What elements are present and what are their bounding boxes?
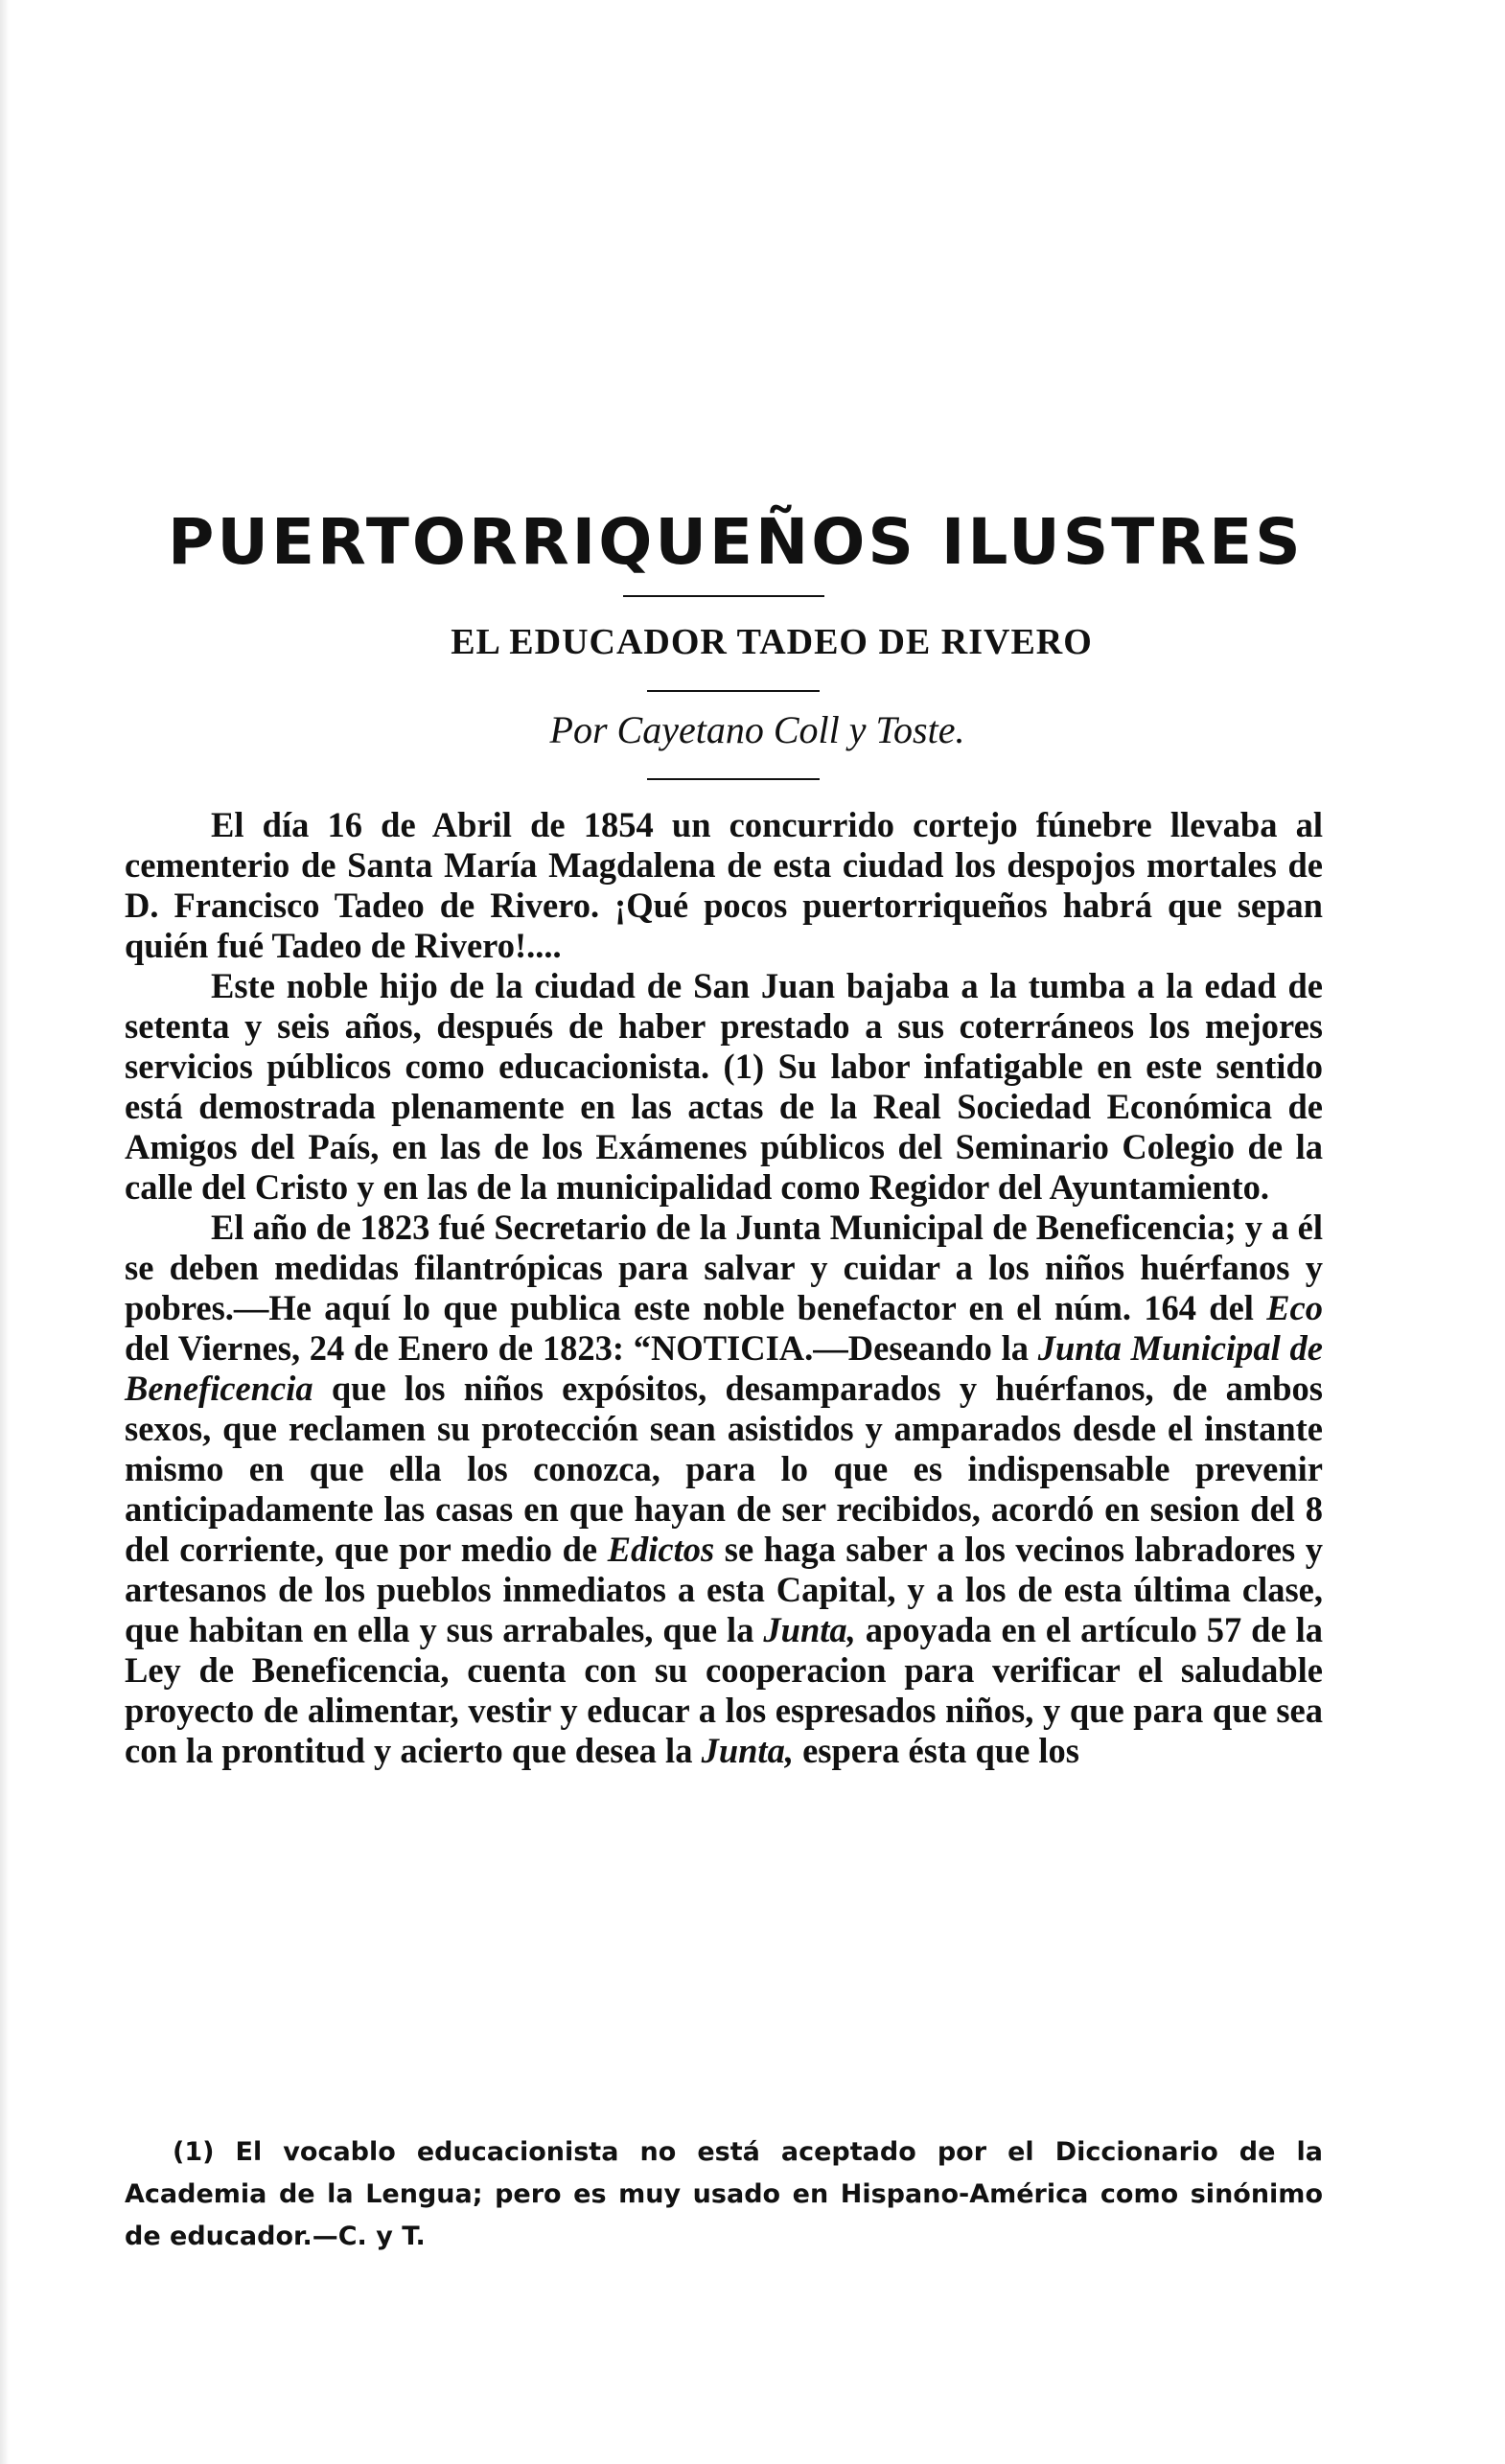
junta-word: Junta, xyxy=(701,1731,794,1770)
paragraph-3-text: del Viernes, 24 de Enero de 1823: “NOTICIA.—Deseando la xyxy=(125,1328,1038,1368)
paragraph-3-text: se haga saber a los vecinos labradores y artesanos de los pueblos inmediatos a esta Capital, y a los de esta última clase, que habitan en ella y sus arrabales, que la xyxy=(125,1530,1323,1649)
paragraph-1: El día 16 de Abril de 1854 un concurrido cortejo fúnebre llevaba al cementerio de Santa María Magdalena de esta ciudad los despojos mortales de D. Francisco Tadeo de Rivero. ¡Qué pocos puertorriqueños habrá que sepan quién fué Tadeo de Rivero!.... xyxy=(125,805,1323,965)
paragraph-3-text: El año de 1823 fué Secretario de la Junta Municipal de Beneficencia; y a él se deben medidas filantrópicas para salvar y cuidar a los niños huérfanos y pobres.—He aquí lo que publica este noble benefactor en el núm. 164 del xyxy=(125,1208,1323,1327)
junta-word: Junta, xyxy=(763,1610,856,1649)
junta-municipal-name: Junta Municipal de Beneficencia xyxy=(125,1328,1323,1408)
byline-divider xyxy=(647,778,820,780)
paragraph-2: Este noble hijo de la ciudad de San Juan bajaba a la tumba a la edad de setenta y seis años, después de haber prestado a sus coterráneos los mejores servicios públicos como educacionista. (1) Su labor infatigable en este sentido está demostrada plenamente en las actas de la Real Sociedad Económica de Amigos del País, en las de los Exámenes públicos del Seminario Colegio de la calle del Cristo y en las de la municipalidad como Regidor del Ayuntamiento. xyxy=(125,966,1323,1207)
footnote-number: (1) xyxy=(173,2137,215,2167)
article-subtitle: EL EDUCADOR TADEO DE RIVERO xyxy=(451,622,1093,662)
title-divider xyxy=(623,595,824,597)
article-body xyxy=(125,805,1323,1771)
paragraph-3-text: apoyada en el artículo 57 de la Ley de Beneficencia, cuenta con su cooperacion para verificar el saludable proyecto de alimentar, vestir y educar a los espresados niños, y que para que sea con la prontitud y acierto que desea la xyxy=(125,1610,1324,1770)
page-title: PUERTORRIQUEÑOS ILUSTRES xyxy=(168,505,1304,579)
scan-edge xyxy=(0,0,10,2464)
paragraph-3-text: que los niños expósitos, desamparados y huérfanos, de ambos sexos, que reclamen su protección sean asistidos y amparados desde el instante mismo en que ella los conozca, para lo que es indispensable prevenir anticipadamente las casas en que hayan de ser recibidos, acordó en sesion del 8 del corriente, que por medio de xyxy=(125,1369,1323,1569)
footnote xyxy=(125,2131,1323,2258)
eco-title: Eco xyxy=(1266,1288,1323,1327)
paragraph-3-text: espera ésta que los xyxy=(793,1731,1080,1770)
paragraph-3 xyxy=(125,1208,1323,1771)
author-byline: Por Cayetano Coll y Toste. xyxy=(549,708,965,751)
edictos-word: Edictos xyxy=(607,1530,715,1569)
footnote-text: El vocablo educacionista no está aceptado por el Diccionario de la Academia de la Lengua; pero es muy usado en Hispano-América como sinónimo de educador.—C. y T. xyxy=(125,2137,1323,2251)
subtitle-divider xyxy=(647,690,820,692)
